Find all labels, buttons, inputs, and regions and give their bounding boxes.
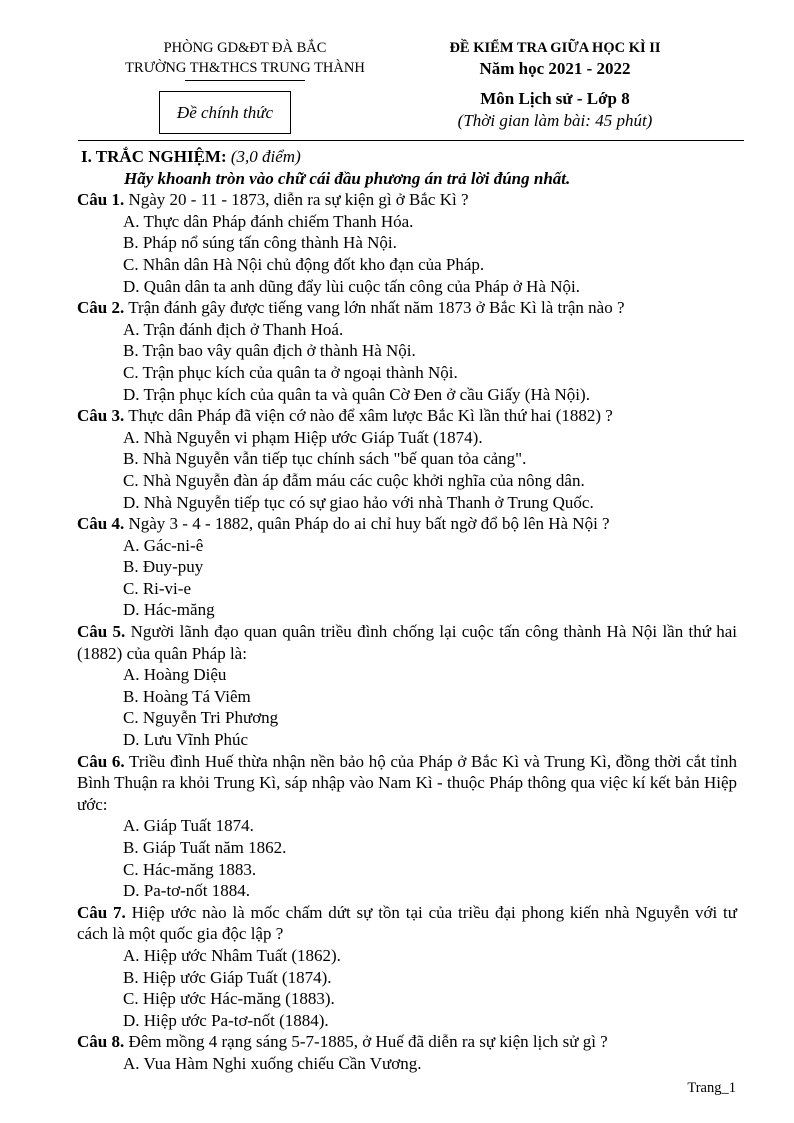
question-text: Thực dân Pháp đã viện cớ nào để xâm lược Bắc Kì lần thứ hai (1882) ? [128,406,613,426]
answer-option[interactable]: A. Hiệp ước Nhâm Tuất (1862). [123,945,341,965]
official-stamp-box [159,91,291,134]
answer-option[interactable]: B. Nhà Nguyễn vẫn tiếp tục chính sách "bế quan tỏa cảng". [123,449,527,469]
answer-option[interactable]: C. Nguyễn Tri Phương [123,708,279,728]
question-8 [77,1031,737,1053]
answer-option[interactable]: B. Đuy-puy [123,557,204,577]
question-list [77,189,737,1074]
question-label: Câu 1. [77,190,125,210]
answer-option[interactable]: A. Hoàng Diệu [123,665,227,685]
section-heading [77,146,737,168]
question-label: Câu 5. [77,622,126,642]
answer-option[interactable]: D. Hiệp ước Pa-tơ-nốt (1884). [123,1010,329,1030]
section-title: I. TRẮC NGHIỆM: [81,147,227,166]
school-year: Năm học 2021 - 2022 [479,59,631,78]
answer-option[interactable]: C. Hác-măng 1883. [123,859,257,879]
header-right [400,38,710,132]
answer-option[interactable]: C. Hiệp ước Hác-măng (1883). [123,989,335,1009]
question-text: Người lãnh đạo quan quân triều đình chống lại cuộc tấn công thành Hà Nội lần thứ hai (1882) của quân Pháp là: [77,622,738,663]
answer-option[interactable]: C. Nhân dân Hà Nội chủ động đốt kho đạn của Pháp. [123,254,485,274]
answer-option[interactable]: C. Nhà Nguyễn đàn áp đẫm máu các cuộc khởi nghĩa của nông dân. [123,470,585,490]
answer-option[interactable]: B. Hiệp ước Giáp Tuất (1874). [123,967,332,987]
header-separator [78,140,744,141]
answer-option[interactable]: A. Thực dân Pháp đánh chiếm Thanh Hóa. [123,211,414,231]
question-label: Câu 8. [77,1032,125,1052]
question-label: Câu 4. [77,514,125,534]
answer-option[interactable]: A. Vua Hàm Nghi xuống chiếu Cần Vương. [123,1053,422,1073]
answer-option[interactable]: B. Hoàng Tá Viêm [123,686,251,706]
answer-option[interactable]: B. Trận bao vây quân địch ở thành Hà Nội. [123,341,416,361]
official-label: Đề chính thức [176,102,274,122]
exam-content [77,146,737,1075]
school-name: TRƯỜNG TH&THCS TRUNG THÀNH [125,60,365,76]
question-text: Trận đánh gây được tiếng vang lớn nhất năm 1873 ở Bắc Kì là trận nào ? [128,298,625,318]
question-5 [77,621,737,664]
answer-option[interactable]: D. Lưu Vĩnh Phúc [123,730,249,750]
exam-duration: (Thời gian làm bài: 45 phút) [457,111,653,130]
section-points: (3,0 điểm) [230,147,301,166]
exam-title: ĐỀ KIỂM TRA GIỮA HỌC KÌ II [449,40,661,56]
question-3 [77,405,737,427]
question-text: Hiệp ước nào là mốc chấm dứt sự tồn tại của triều đại phong kiến nhà Nguyễn với tư cách là một quốc gia độc lập ? [77,902,737,944]
answer-option[interactable]: D. Trận phục kích của quân ta và quân Cờ Đen ở cầu Giấy (Hà Nội). [123,384,590,404]
answer-option[interactable]: A. Giáp Tuất 1874. [123,816,254,836]
answer-option[interactable]: D. Quân dân ta anh dũng đẩy lùi cuộc tấn công của Pháp ở Hà Nội. [123,276,581,296]
question-text: Ngày 3 - 4 - 1882, quân Pháp do ai chỉ huy bất ngờ đổ bộ lên Hà Nội ? [128,514,610,534]
answer-option[interactable]: A. Nhà Nguyễn vi phạm Hiệp ước Giáp Tuất (1874). [123,427,483,447]
question-text: Ngày 20 - 11 - 1873, diễn ra sự kiện gì ở Bắc Kì ? [128,190,469,210]
question-label: Câu 2. [77,298,125,318]
question-4 [77,513,737,535]
answer-option[interactable]: C. Trận phục kích của quân ta ở ngoại thành Nội. [123,362,458,382]
subject-title: Môn Lịch sử - Lớp 8 [480,89,630,108]
question-label: Câu 3. [77,406,125,426]
answer-option[interactable]: A. Gác-ni-ê [123,535,204,555]
question-6 [77,751,737,816]
answer-option[interactable]: D. Pa-tơ-nốt 1884. [123,881,251,901]
answer-option[interactable]: D. Nhà Nguyễn tiếp tục có sự giao hảo với nhà Thanh ở Trung Quốc. [123,492,594,512]
header-underline [185,80,305,81]
question-label: Câu 6. [77,751,125,771]
question-7 [77,902,737,945]
question-2 [77,297,737,319]
question-label: Câu 7. [77,902,126,922]
section-instruction: Hãy khoanh tròn vào chữ cái đầu phương án trả lời đúng nhất. [124,168,571,188]
answer-option[interactable]: B. Giáp Tuất năm 1862. [123,838,287,857]
answer-option[interactable]: A. Trận đánh địch ở Thanh Hoá. [123,319,344,339]
question-text: Đêm mồng 4 rạng sáng 5-7-1885, ở Huế đã diễn ra sự kiện lịch sử gì ? [128,1032,608,1052]
header-left [80,38,410,81]
answer-option[interactable]: D. Hác-măng [123,600,215,620]
question-text: Triều đình Huế thừa nhận nền bảo hộ của Pháp ở Bắc Kì và Trung Kì, đồng thời cắt tỉnh Bình Thuận ra khỏi Trung Kì, sáp nhập vào Nam Kì - thuộc Pháp thông qua việc kí kết bản Hiệp ước: [77,751,737,814]
page-number: Trang_1 [687,1080,736,1096]
question-1 [77,189,737,211]
department-name: PHÒNG GD&ĐT ĐÀ BẮC [163,40,327,56]
answer-option[interactable]: C. Ri-vi-e [123,578,191,598]
answer-option[interactable]: B. Pháp nổ súng tấn công thành Hà Nội. [123,233,397,253]
